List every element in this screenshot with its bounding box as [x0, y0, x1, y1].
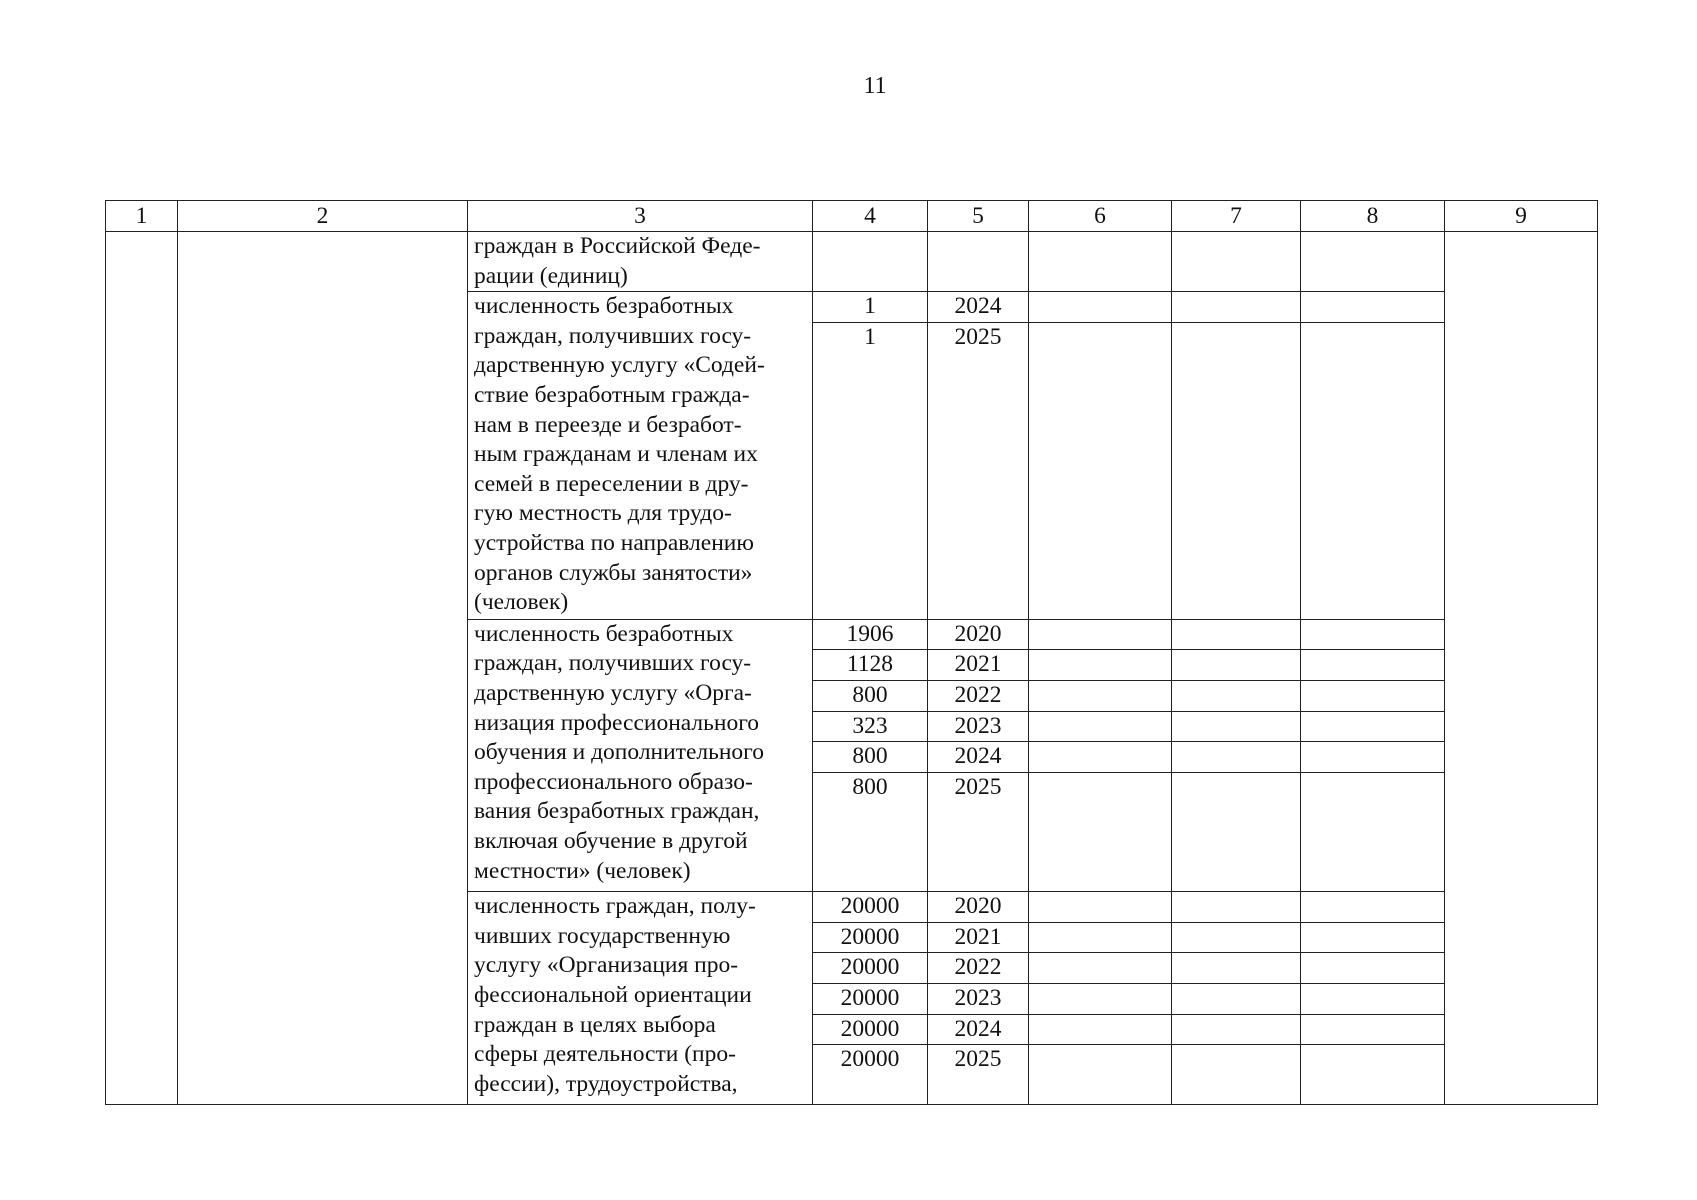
col8-cell: [1301, 232, 1445, 292]
indicator-name-cell: [468, 892, 813, 1105]
col8-cell: [1301, 680, 1445, 711]
indicator-name: граждан в Российской Феде- рации (единиц): [474, 233, 761, 289]
col6-cell: [1029, 1014, 1172, 1045]
col7-cell: [1172, 772, 1301, 891]
indicators-table: [105, 200, 1598, 1105]
year-cell: 2024: [928, 742, 1029, 773]
header-cell-7: 7: [1172, 201, 1301, 232]
col6-cell: [1029, 322, 1172, 619]
col1-cell: [106, 232, 178, 1105]
col7-cell: [1172, 650, 1301, 681]
col6-cell: [1029, 772, 1172, 891]
year-cell: [928, 232, 1029, 292]
col8-cell: [1301, 742, 1445, 773]
col8-cell: [1301, 772, 1445, 891]
col7-cell: [1172, 1045, 1301, 1105]
table-row: [106, 232, 1598, 292]
col2-cell: [178, 232, 468, 1105]
year-cell: 2021: [928, 650, 1029, 681]
value-cell: 20000: [813, 983, 928, 1014]
header-row: [106, 201, 1598, 232]
col8-cell: [1301, 892, 1445, 923]
col8-cell: [1301, 711, 1445, 742]
indicator-name: численность граждан, полу- чивших государственную услугу «Организация про- фессиональной ориентации граждан в целях выбора сферы деятельности (про- фессии), трудоустройства,: [474, 893, 756, 1097]
col6-cell: [1029, 922, 1172, 953]
value-cell: 1128: [813, 650, 928, 681]
col8-cell: [1301, 953, 1445, 984]
indicator-name: численность безработных граждан, получивших госу- дарственную услугу «Содей- ствие безработным гражда- нам в переезде и безработ- ным гражданам и членам их семей в переселении в дру- гую местность для трудо- устройства по направлению органов службы занятости» (человек): [474, 293, 765, 616]
year-cell: 2024: [928, 292, 1029, 323]
value-cell: 20000: [813, 922, 928, 953]
value-cell: 20000: [813, 892, 928, 923]
header-cell-4: 4: [813, 201, 928, 232]
col8-cell: [1301, 983, 1445, 1014]
col6-cell: [1029, 650, 1172, 681]
year-cell: 2020: [928, 892, 1029, 923]
page-number: 11: [863, 73, 887, 99]
col7-cell: [1172, 292, 1301, 323]
col8-cell: [1301, 650, 1445, 681]
year-cell: 2023: [928, 711, 1029, 742]
col8-cell: [1301, 322, 1445, 619]
year-cell: 2025: [928, 1045, 1029, 1105]
col7-cell: [1172, 953, 1301, 984]
value-cell: 20000: [813, 1045, 928, 1105]
col7-cell: [1172, 232, 1301, 292]
col7-cell: [1172, 711, 1301, 742]
col7-cell: [1172, 922, 1301, 953]
col6-cell: [1029, 232, 1172, 292]
year-cell: 2025: [928, 322, 1029, 619]
value-cell: 1906: [813, 619, 928, 650]
value-cell: 1: [813, 292, 928, 323]
indicator-name-cell: [468, 292, 813, 620]
year-cell: 2022: [928, 953, 1029, 984]
year-cell: 2023: [928, 983, 1029, 1014]
indicator-name-cell: [468, 619, 813, 891]
col7-cell: [1172, 680, 1301, 711]
col7-cell: [1172, 322, 1301, 619]
header-cell-8: 8: [1301, 201, 1445, 232]
value-cell: 800: [813, 680, 928, 711]
value-cell: 323: [813, 711, 928, 742]
header-cell-1: 1: [106, 201, 178, 232]
value-cell: 20000: [813, 953, 928, 984]
col6-cell: [1029, 983, 1172, 1014]
col9-cell: [1445, 232, 1598, 1105]
col6-cell: [1029, 619, 1172, 650]
value-cell: 800: [813, 772, 928, 891]
col6-cell: [1029, 292, 1172, 323]
indicator-name: численность безработных граждан, получивших госу- дарственную услугу «Орга- низация профессионального обучения и дополнительного профессионального образо- вания безработных граждан, включая обучение в другой местности» (человек): [474, 620, 764, 884]
col6-cell: [1029, 1045, 1172, 1105]
col7-cell: [1172, 1014, 1301, 1045]
col7-cell: [1172, 892, 1301, 923]
year-cell: 2022: [928, 680, 1029, 711]
year-cell: 2024: [928, 1014, 1029, 1045]
value-cell: 1: [813, 322, 928, 619]
col6-cell: [1029, 953, 1172, 984]
col6-cell: [1029, 892, 1172, 923]
year-cell: 2020: [928, 619, 1029, 650]
indicator-name-cell: [468, 232, 813, 292]
header-cell-2: 2: [178, 201, 468, 232]
col7-cell: [1172, 619, 1301, 650]
col8-cell: [1301, 922, 1445, 953]
col8-cell: [1301, 1014, 1445, 1045]
table-body: [106, 201, 1598, 1105]
header-cell-6: 6: [1029, 201, 1172, 232]
value-cell: 800: [813, 742, 928, 773]
year-cell: 2021: [928, 922, 1029, 953]
header-cell-9: 9: [1445, 201, 1598, 232]
col7-cell: [1172, 983, 1301, 1014]
value-cell: 20000: [813, 1014, 928, 1045]
col7-cell: [1172, 742, 1301, 773]
col6-cell: [1029, 711, 1172, 742]
value-cell: [813, 232, 928, 292]
col8-cell: [1301, 619, 1445, 650]
col6-cell: [1029, 742, 1172, 773]
col8-cell: [1301, 1045, 1445, 1105]
col8-cell: [1301, 292, 1445, 323]
year-cell: 2025: [928, 772, 1029, 891]
col6-cell: [1029, 680, 1172, 711]
header-cell-5: 5: [928, 201, 1029, 232]
header-cell-3: 3: [468, 201, 813, 232]
